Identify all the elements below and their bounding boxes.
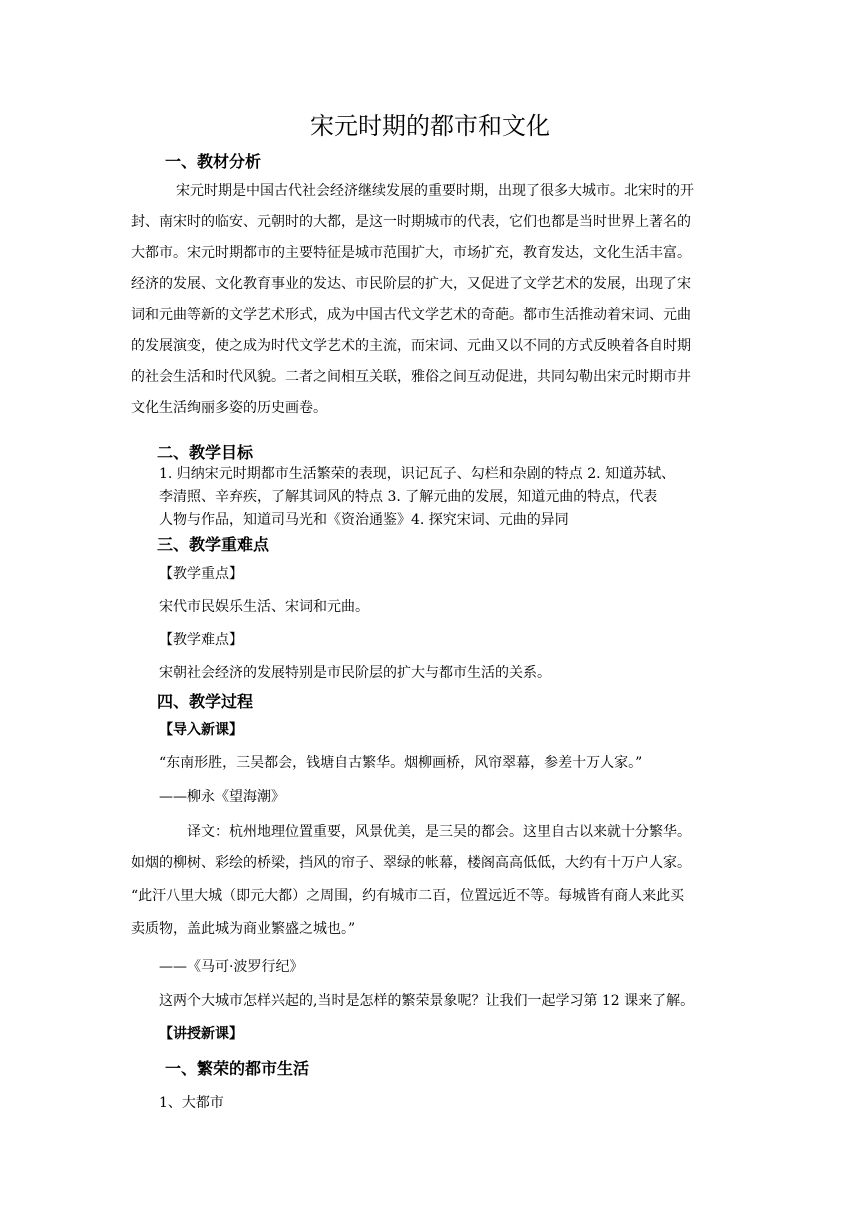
difficulty-label: 【教学难点】: [159, 632, 243, 648]
poem-quote: “东南形胜，三吴都会，钱塘自古繁华。烟柳画桥，风帘翠幕，参差十万人家。”: [159, 755, 643, 771]
translation-line: “此汗八里大城（即元大都）之周围，约有城市二百，位置远近不等。每城皆有商人来此买: [131, 888, 685, 904]
section-heading-keypoints: 三、教学重难点: [157, 535, 270, 554]
paragraph-line: 词和元曲等新的文学艺术形式，成为中国古代文学艺术的奇葩。都市生活推动着宋词、元曲: [131, 307, 691, 323]
section-heading-analysis: 一、教材分析: [165, 152, 262, 171]
goals-line: 人物与作品，知道司马光和《资治通鉴》4. 探究宋词、元曲的异同: [159, 512, 569, 528]
intro-label: 【导入新课】: [159, 722, 243, 738]
goals-line: 李清照、辛弃疾，了解其词风的特点 3. 了解元曲的发展，知道元曲的特点，代表: [159, 489, 658, 505]
goals-line: 1. 归纳宋元时期都市生活繁荣的表现，识记瓦子、勾栏和杂剧的特点 2. 知道苏轼、: [159, 466, 676, 482]
lesson-question: 这两个大城市怎样兴起的,当时是怎样的繁荣景象呢？让我们一起学习第 12 课来了解。: [159, 993, 695, 1009]
poem-source: ——柳永《望海潮》: [159, 789, 285, 805]
translation-line: 卖质物，盖此城为商业繁盛之城也。”: [131, 921, 356, 937]
paragraph-line: 的社会生活和时代风貌。二者之间相互关联，雅俗之间互动促进，共同勾勒出宋元时期市井: [131, 369, 691, 385]
lecture-label: 【讲授新课】: [159, 1026, 243, 1042]
section-heading-process: 四、教学过程: [157, 692, 254, 711]
paragraph-line: 大都市。宋元时期都市的主要特征是城市范围扩大，市场扩充，教育发达，文化生活丰富。: [131, 245, 691, 261]
difficulty-text: 宋朝社会经济的发展特别是市民阶层的扩大与都市生活的关系。: [159, 665, 551, 681]
focus-label: 【教学重点】: [159, 566, 243, 582]
paragraph-line: 封、南宋时的临安、元朝时的大都，是这一时期城市的代表，它们也都是当时世界上著名的: [131, 214, 691, 230]
focus-text: 宋代市民娱乐生活、宋词和元曲。: [159, 599, 369, 615]
section-heading-goals: 二、教学目标: [157, 443, 254, 462]
paragraph-line: 经济的发展、文化教育事业的发达、市民阶层的扩大，又促进了文学艺术的发展，出现了宋: [131, 276, 691, 292]
page-title: 宋元时期的都市和文化: [310, 112, 550, 140]
paragraph-line: 文化生活绚丽多姿的历史画卷。: [131, 400, 327, 416]
paragraph-line: 的发展演变，使之成为时代文学艺术的主流，而宋词、元曲又以不同的方式反映着各自时期: [131, 338, 691, 354]
translation-line: 如烟的柳树、彩绘的桥梁，挡风的帘子、翠绿的帐幕，楼阁高高低低，大约有十万户人家。: [131, 855, 691, 871]
paragraph-line: 宋元时期是中国古代社会经济继续发展的重要时期，出现了很多大城市。北宋时的开: [176, 183, 694, 199]
translation-line: 译文：杭州地理位置重要，风景优美，是三吴的都会。这里自古以来就十分繁华。: [187, 824, 691, 840]
topic-heading: 一、繁荣的都市生活: [165, 1059, 310, 1078]
quote-source: ——《马可·波罗行纪》: [159, 959, 304, 975]
topic-point: 1、大都市: [159, 1095, 224, 1111]
